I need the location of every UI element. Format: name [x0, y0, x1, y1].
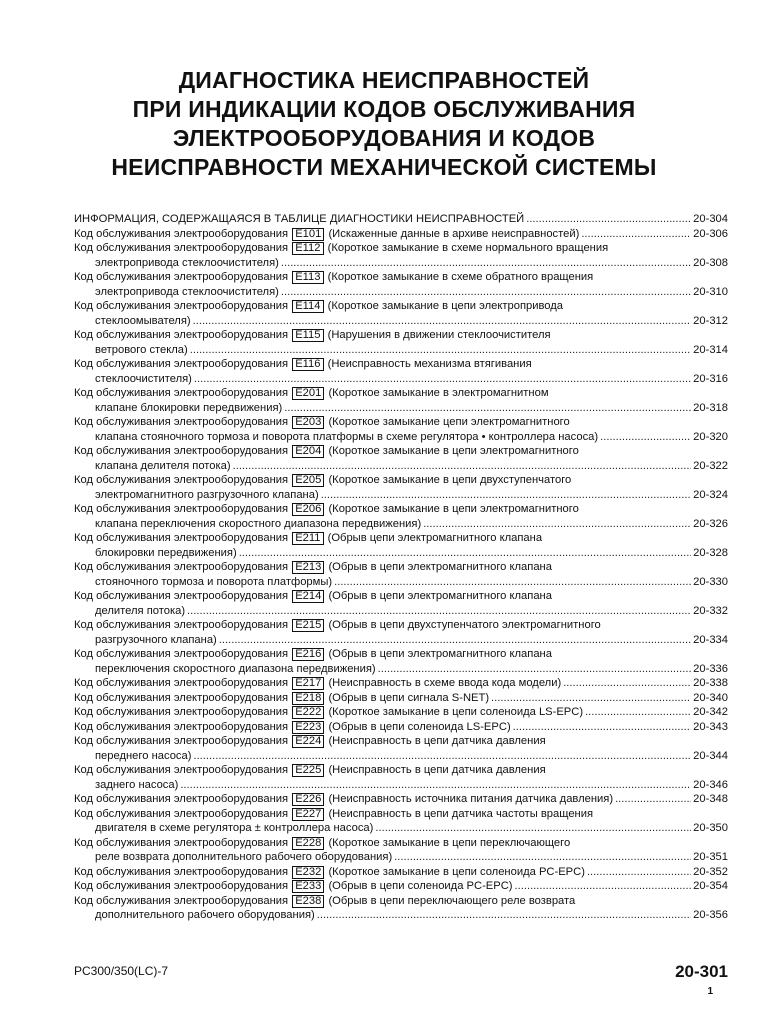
toc-entry-prefix: Код обслуживания электрооборудования [74, 242, 289, 254]
toc-page-number: 20-310 [693, 285, 728, 298]
dot-leader [563, 676, 691, 691]
toc-entry-description: (Короткое замыкание в цепи соленоида LS-EPC) [328, 706, 584, 718]
dot-leader [194, 372, 691, 387]
dot-leader [585, 705, 691, 720]
page-number: 20-301 [675, 962, 728, 981]
service-code-box: E217 [292, 677, 324, 690]
toc-entry-prefix: Код обслуживания электрооборудования [74, 720, 289, 733]
toc-entry[interactable] [74, 328, 728, 357]
toc-entry-description: (Короткое замыкание в цепи электромагнитного [328, 445, 579, 457]
dot-leader [284, 401, 691, 416]
toc-entry-continuation: переднего насоса) [95, 749, 192, 762]
toc-entry-continuation: заднего насоса) [95, 778, 179, 791]
toc-entry-prefix: Код обслуживания электрооборудования [74, 865, 289, 878]
toc-entry-continuation: двигателя в схеме регулятора ± контроллера насоса) [95, 822, 374, 834]
toc-entry-continuation: клапана стояночного тормоза и поворота платформы в схеме регулятора • контроллера насоса) [95, 430, 599, 443]
toc-entry-continuation: делителя потока) [95, 604, 186, 617]
toc-page-number: 20-356 [693, 909, 728, 921]
service-code-box: E213 [292, 561, 324, 574]
toc-entry-continuation: ветрового стекла) [95, 343, 188, 356]
toc-page-number: 20-324 [693, 488, 728, 501]
toc-entry-continuation: стеклоомывателя) [95, 314, 191, 327]
title-line: НЕИСПРАВНОСТИ МЕХАНИЧЕСКОЙ СИСТЕМЫ [111, 154, 657, 180]
toc-entry-description: (Обрыв в цепи сигнала S-NET) [328, 691, 490, 704]
toc-entry-description: (Неисправность в цепи датчика давления [328, 735, 546, 747]
toc-page-number: 20-338 [693, 677, 728, 689]
service-code-box: E224 [292, 735, 324, 748]
toc-entry-description: (Неисправность в цепи датчика давления [328, 764, 546, 776]
dot-leader [394, 850, 691, 865]
dot-leader [513, 720, 691, 735]
toc-page-number: 20-336 [693, 662, 728, 675]
service-code-box: E206 [292, 503, 324, 516]
toc-entry[interactable] [74, 589, 728, 618]
toc-entry-prefix: Код обслуживания электрооборудования [74, 474, 289, 486]
title-line: ПРИ ИНДИКАЦИИ КОДОВ ОБСЛУЖИВАНИЯ [132, 96, 636, 122]
toc-page-number: 20-350 [693, 822, 728, 834]
revision-number: 1 [707, 986, 713, 997]
dot-leader [187, 604, 691, 619]
toc-entry-prefix: Код обслуживания электрооборудования [74, 227, 289, 240]
dot-leader [233, 459, 692, 474]
toc-page-number: 20-348 [693, 793, 728, 805]
dot-leader [180, 778, 691, 793]
dot-leader [193, 749, 691, 764]
toc-page-number: 20-344 [693, 749, 728, 762]
toc-entry[interactable] [74, 647, 728, 676]
toc-entry-prefix: Код обслуживания электрооборудования [74, 329, 289, 341]
service-code-box: E222 [292, 706, 324, 719]
toc-entry-prefix: Код обслуживания электрооборудования [74, 590, 289, 602]
toc-entry-continuation: электромагнитного разгрузочного клапана) [95, 488, 319, 501]
service-code-box: E238 [292, 895, 324, 908]
toc-entry-description: (Короткое замыкание в цепи электропривода [327, 300, 564, 312]
dot-leader [615, 792, 691, 807]
toc-entry[interactable] [74, 531, 728, 560]
toc-entry-description: (Обрыв в цепи переключающего реле возврата [328, 894, 576, 907]
toc-page-number: 20-314 [693, 343, 728, 356]
toc-entry[interactable] [74, 560, 728, 589]
toc-entry[interactable] [74, 212, 728, 227]
toc-entry[interactable] [74, 357, 728, 386]
title-line: ЭЛЕКТРООБОРУДОВАНИЯ И КОДОВ [172, 125, 596, 151]
toc-entry-continuation: электропривода стеклоочистителя) [95, 285, 279, 298]
toc-entry[interactable] [74, 299, 728, 328]
service-code-box: E205 [292, 474, 324, 487]
toc-entry-continuation: стеклоочистителя) [95, 372, 192, 385]
toc-entry-description: (Нарушения в движении стеклоочистителя [327, 329, 551, 341]
toc-page-number: 20-318 [693, 401, 728, 414]
dot-leader [281, 256, 691, 271]
toc-entry-prefix: Код обслуживания электрооборудования [74, 648, 289, 660]
toc-page-number: 20-343 [693, 720, 728, 733]
toc-entry[interactable] [74, 270, 728, 299]
toc-page-number: 20-304 [693, 213, 728, 225]
toc-page-number: 20-312 [693, 314, 728, 327]
service-code-box: E214 [292, 590, 324, 603]
service-code-box: E228 [292, 837, 324, 850]
toc-entry[interactable] [74, 734, 728, 763]
model-label: PC300/350(LC)-7 [74, 964, 169, 978]
toc-entry-prefix: Код обслуживания электрооборудования [74, 706, 289, 718]
service-code-box: E115 [292, 329, 323, 342]
toc-entry-prefix: Код обслуживания электрооборудования [74, 532, 289, 544]
dot-leader [515, 879, 692, 894]
dot-leader [317, 908, 691, 923]
dot-leader [423, 517, 691, 532]
toc-page-number: 20-332 [693, 604, 728, 617]
toc-entry-description: (Обрыв в цепи двухступенчатого электромагнитного [328, 619, 601, 631]
toc-page-number: 20-316 [693, 372, 728, 385]
table-of-contents [74, 212, 728, 923]
toc-entry-description: (Неисправность в цепи датчика частоты вращения [328, 807, 594, 820]
toc-entry-prefix: ИНФОРМАЦИЯ, СОДЕРЖАЩАЯСЯ В ТАБЛИЦЕ ДИАГНОСТИКИ НЕИСПРАВНОСТЕЙ [74, 213, 525, 225]
toc-entry-prefix: Код обслуживания электрооборудования [74, 691, 289, 704]
toc-entry-description: (Короткое замыкание в схеме обратного вращения [327, 271, 594, 283]
toc-entry-description: (Неисправность в схеме ввода кода модели) [328, 677, 562, 689]
toc-entry[interactable] [74, 241, 728, 270]
dot-leader [581, 227, 691, 242]
toc-entry-description: (Искаженные данные в архиве неисправностей) [328, 227, 580, 240]
dot-leader [321, 488, 691, 503]
toc-entry[interactable] [74, 792, 728, 807]
toc-entry-description: (Короткое замыкание цепи электромагнитного [328, 416, 570, 428]
toc-page-number: 20-322 [693, 459, 728, 472]
toc-entry-continuation: разгрузочного клапана) [95, 633, 217, 646]
page-title [0, 66, 768, 182]
toc-entry[interactable] [74, 807, 728, 836]
service-code-box: E233 [292, 880, 324, 893]
toc-entry[interactable] [74, 879, 728, 894]
toc-entry[interactable] [74, 386, 728, 415]
dot-leader [600, 430, 691, 445]
service-code-box: E203 [292, 416, 324, 429]
title-line: ДИАГНОСТИКА НЕИСПРАВНОСТЕЙ [178, 67, 590, 93]
toc-entry-prefix: Код обслуживания электрооборудования [74, 445, 289, 457]
toc-entry-description: (Обрыв цепи электромагнитного клапана [327, 532, 543, 544]
toc-entry-description: (Обрыв в цепи соленоида PC-EPC) [328, 880, 513, 892]
dot-leader [281, 285, 691, 300]
toc-entry[interactable] [74, 763, 728, 792]
toc-entry-description: (Обрыв в цепи электромагнитного клапана [328, 561, 552, 573]
toc-entry-continuation: клапана делителя потока) [95, 459, 231, 472]
toc-page-number: 20-330 [693, 575, 728, 588]
toc-page-number: 20-354 [693, 880, 728, 892]
toc-entry[interactable] [74, 676, 728, 691]
toc-entry-continuation: электропривода стеклоочистителя) [95, 256, 279, 269]
service-code-box: E204 [292, 445, 324, 458]
toc-entry-description: (Короткое замыкание в электромагнитном [328, 387, 549, 399]
toc-page-number: 20-352 [693, 865, 728, 878]
service-code-box: E113 [292, 271, 323, 284]
dot-leader [219, 633, 691, 648]
toc-entry[interactable] [74, 415, 728, 444]
toc-page-number: 20-334 [693, 633, 728, 646]
service-code-box: E216 [292, 648, 324, 661]
service-code-box: E211 [292, 532, 323, 545]
toc-entry-prefix: Код обслуживания электрооборудования [74, 619, 289, 631]
toc-entry[interactable] [74, 618, 728, 647]
toc-entry[interactable] [74, 836, 728, 865]
toc-entry-prefix: Код обслуживания электрооборудования [74, 793, 289, 805]
dot-leader [190, 343, 691, 358]
toc-entry-prefix: Код обслуживания электрооборудования [74, 735, 289, 747]
service-code-box: E227 [292, 808, 324, 821]
service-code-box: E218 [292, 692, 324, 705]
toc-entry-description: (Короткое замыкание в цепи двухступенчатого [328, 474, 572, 486]
toc-entry[interactable] [74, 502, 728, 531]
toc-entry[interactable] [74, 705, 728, 720]
toc-entry-prefix: Код обслуживания электрооборудования [74, 416, 289, 428]
toc-entry[interactable] [74, 227, 728, 242]
toc-page-number: 20-340 [693, 691, 728, 704]
service-code-box: E101 [292, 228, 324, 241]
toc-entry-prefix: Код обслуживания электрооборудования [74, 807, 289, 820]
dot-leader [491, 691, 691, 706]
toc-entry-description: (Неисправность источника питания датчика давления) [328, 793, 614, 805]
toc-entry[interactable] [74, 720, 728, 735]
toc-entry[interactable] [74, 691, 728, 706]
toc-page-number: 20-346 [693, 778, 728, 791]
toc-entry[interactable] [74, 444, 728, 473]
service-code-box: E112 [292, 242, 323, 255]
toc-entry-prefix: Код обслуживания электрооборудования [74, 503, 289, 515]
toc-entry-continuation: клапана переключения скоростного диапазона передвижения) [95, 517, 422, 530]
dot-leader [526, 212, 691, 227]
toc-entry-description: (Обрыв в цепи соленоида LS-EPC) [328, 720, 511, 733]
toc-entry-description: (Короткое замыкание в схеме нормального вращения [327, 242, 609, 254]
service-code-box: E114 [292, 300, 323, 313]
toc-entry-description: (Короткое замыкание в цепи электромагнитного [328, 503, 579, 515]
dot-leader [239, 546, 691, 561]
service-code-box: E223 [292, 721, 324, 734]
toc-entry[interactable] [74, 865, 728, 880]
service-code-box: E116 [292, 358, 323, 371]
toc-entry-continuation: дополнительного рабочего оборудования) [95, 909, 315, 921]
toc-entry-prefix: Код обслуживания электрооборудования [74, 677, 289, 689]
toc-entry-continuation: реле возврата дополнительного рабочего оборудования) [95, 851, 393, 863]
toc-page-number: 20-351 [693, 851, 728, 863]
service-code-box: E226 [292, 793, 324, 806]
toc-entry-prefix: Код обслуживания электрооборудования [74, 358, 289, 370]
toc-entry[interactable] [74, 894, 728, 923]
toc-page-number: 20-342 [693, 706, 728, 718]
dot-leader [378, 662, 692, 677]
toc-entry-prefix: Код обслуживания электрооборудования [74, 561, 289, 573]
toc-entry-prefix: Код обслуживания электрооборудования [74, 894, 289, 907]
dot-leader [587, 865, 691, 880]
toc-entry-description: (Короткое замыкание в цепи переключающего [328, 836, 571, 849]
service-code-box: E225 [292, 764, 324, 777]
toc-entry-prefix: Код обслуживания электрооборудования [74, 271, 289, 283]
dot-leader [334, 575, 691, 590]
toc-entry-prefix: Код обслуживания электрооборудования [74, 387, 289, 399]
toc-entry-continuation: стояночного тормоза и поворота платформы) [95, 575, 333, 588]
toc-entry-prefix: Код обслуживания электрооборудования [74, 880, 289, 892]
toc-page-number: 20-320 [693, 430, 728, 443]
toc-entry-prefix: Код обслуживания электрооборудования [74, 764, 289, 776]
toc-page-number: 20-326 [693, 517, 728, 530]
toc-entry-continuation: блокировки передвижения) [95, 546, 237, 559]
toc-entry-description: (Неисправность механизма втягивания [327, 358, 532, 370]
toc-page-number: 20-328 [693, 546, 728, 559]
service-code-box: E232 [292, 866, 324, 879]
toc-entry-description: (Обрыв в цепи электромагнитного клапана [328, 590, 552, 602]
dot-leader [193, 314, 692, 329]
dot-leader [375, 821, 691, 836]
toc-page-number: 20-308 [693, 256, 728, 269]
toc-entry-prefix: Код обслуживания электрооборудования [74, 300, 289, 312]
toc-entry-prefix: Код обслуживания электрооборудования [74, 836, 289, 849]
service-code-box: E201 [292, 387, 324, 400]
toc-page-number: 20-306 [693, 227, 728, 240]
service-code-box: E215 [292, 619, 324, 632]
toc-entry[interactable] [74, 473, 728, 502]
toc-entry-description: (Короткое замыкание в цепи соленоида PC-EPC) [328, 865, 585, 878]
toc-entry-continuation: переключения скоростного диапазона передвижения) [95, 662, 376, 675]
toc-entry-continuation: клапане блокировки передвижения) [95, 401, 283, 414]
toc-entry-description: (Обрыв в цепи электромагнитного клапана [328, 648, 552, 660]
